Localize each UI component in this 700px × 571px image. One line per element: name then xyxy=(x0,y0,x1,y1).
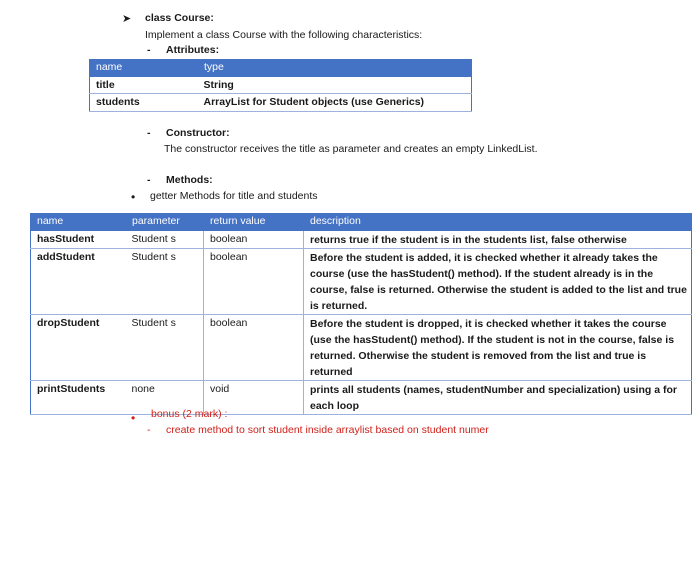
attr-name-cell: title xyxy=(96,78,115,91)
method-description-cell: Before the student is dropped, it is checked whether it takes the course (use the hasStudent() method). If the student is not in the course, false is returned. Otherwise the student is removed from the list and true is returned xyxy=(304,314,692,380)
arrow-bullet-icon: ➤ xyxy=(122,13,132,25)
round-bullet-icon: • xyxy=(131,411,136,425)
method-param-cell: Student s xyxy=(131,232,176,245)
meth-header-name: name xyxy=(31,214,126,231)
constructor-label: Constructor: xyxy=(166,127,230,139)
method-return-cell: boolean xyxy=(204,248,304,314)
methods-label: Methods: xyxy=(166,174,213,186)
method-name-cell: hasStudent xyxy=(37,232,95,245)
method-description-cell: prints all students (names, studentNumber and specialization) using a for each loop xyxy=(304,380,692,414)
method-param-cell: none xyxy=(131,382,155,395)
intro-text: Implement a class Course with the following characteristics: xyxy=(145,29,423,41)
bonus-item: create method to sort student inside arraylist based on student numer xyxy=(166,424,489,436)
method-return-cell: boolean xyxy=(204,314,304,380)
attr-header-name: name xyxy=(90,60,198,77)
table-row xyxy=(31,314,692,380)
class-heading: class Course: xyxy=(145,12,214,24)
attr-type-cell: String xyxy=(203,78,234,91)
dash-bullet-icon: - xyxy=(147,44,151,56)
method-param-cell: Student s xyxy=(131,250,176,263)
dash-bullet-icon: - xyxy=(147,127,151,139)
method-description-cell: Before the student is added, it is checked whether it already takes the course (use the hasStudent() method). If the student already is in the course, false is returned. Otherwise the student is added to the list and true is returned. xyxy=(304,248,692,314)
method-param-cell: Student s xyxy=(131,316,176,329)
method-return-cell: void xyxy=(204,380,304,414)
attr-type-cell: ArrayList for Student objects (use Generics) xyxy=(203,96,425,108)
meth-header-return: return value xyxy=(204,214,304,231)
constructor-text: The constructor receives the title as parameter and creates an empty LinkedList. xyxy=(164,143,538,155)
attributes-table xyxy=(89,59,472,112)
dash-bullet-icon: - xyxy=(147,424,151,436)
method-name-cell: dropStudent xyxy=(37,316,100,329)
table-row xyxy=(31,248,692,314)
attributes-label: Attributes: xyxy=(166,44,220,56)
method-name-cell: addStudent xyxy=(37,250,95,263)
meth-header-parameter: parameter xyxy=(126,214,204,231)
attr-header-type: type xyxy=(198,60,472,77)
table-row xyxy=(31,380,692,414)
methods-table xyxy=(30,213,692,415)
method-name-cell: printStudents xyxy=(37,382,106,395)
table-row xyxy=(90,76,472,94)
method-return-cell: boolean xyxy=(204,230,304,248)
table-row xyxy=(31,230,692,248)
bonus-label: bonus (2 mark) : xyxy=(151,408,228,420)
getter-bullet-text: getter Methods for title and students xyxy=(150,190,318,202)
attr-name-cell: students xyxy=(96,96,140,108)
method-description-cell: returns true if the student is in the students list, false otherwise xyxy=(304,230,692,248)
meth-header-description: description xyxy=(304,214,692,231)
round-bullet-icon: • xyxy=(131,190,136,204)
dash-bullet-icon: - xyxy=(147,174,151,186)
table-row xyxy=(90,94,472,112)
